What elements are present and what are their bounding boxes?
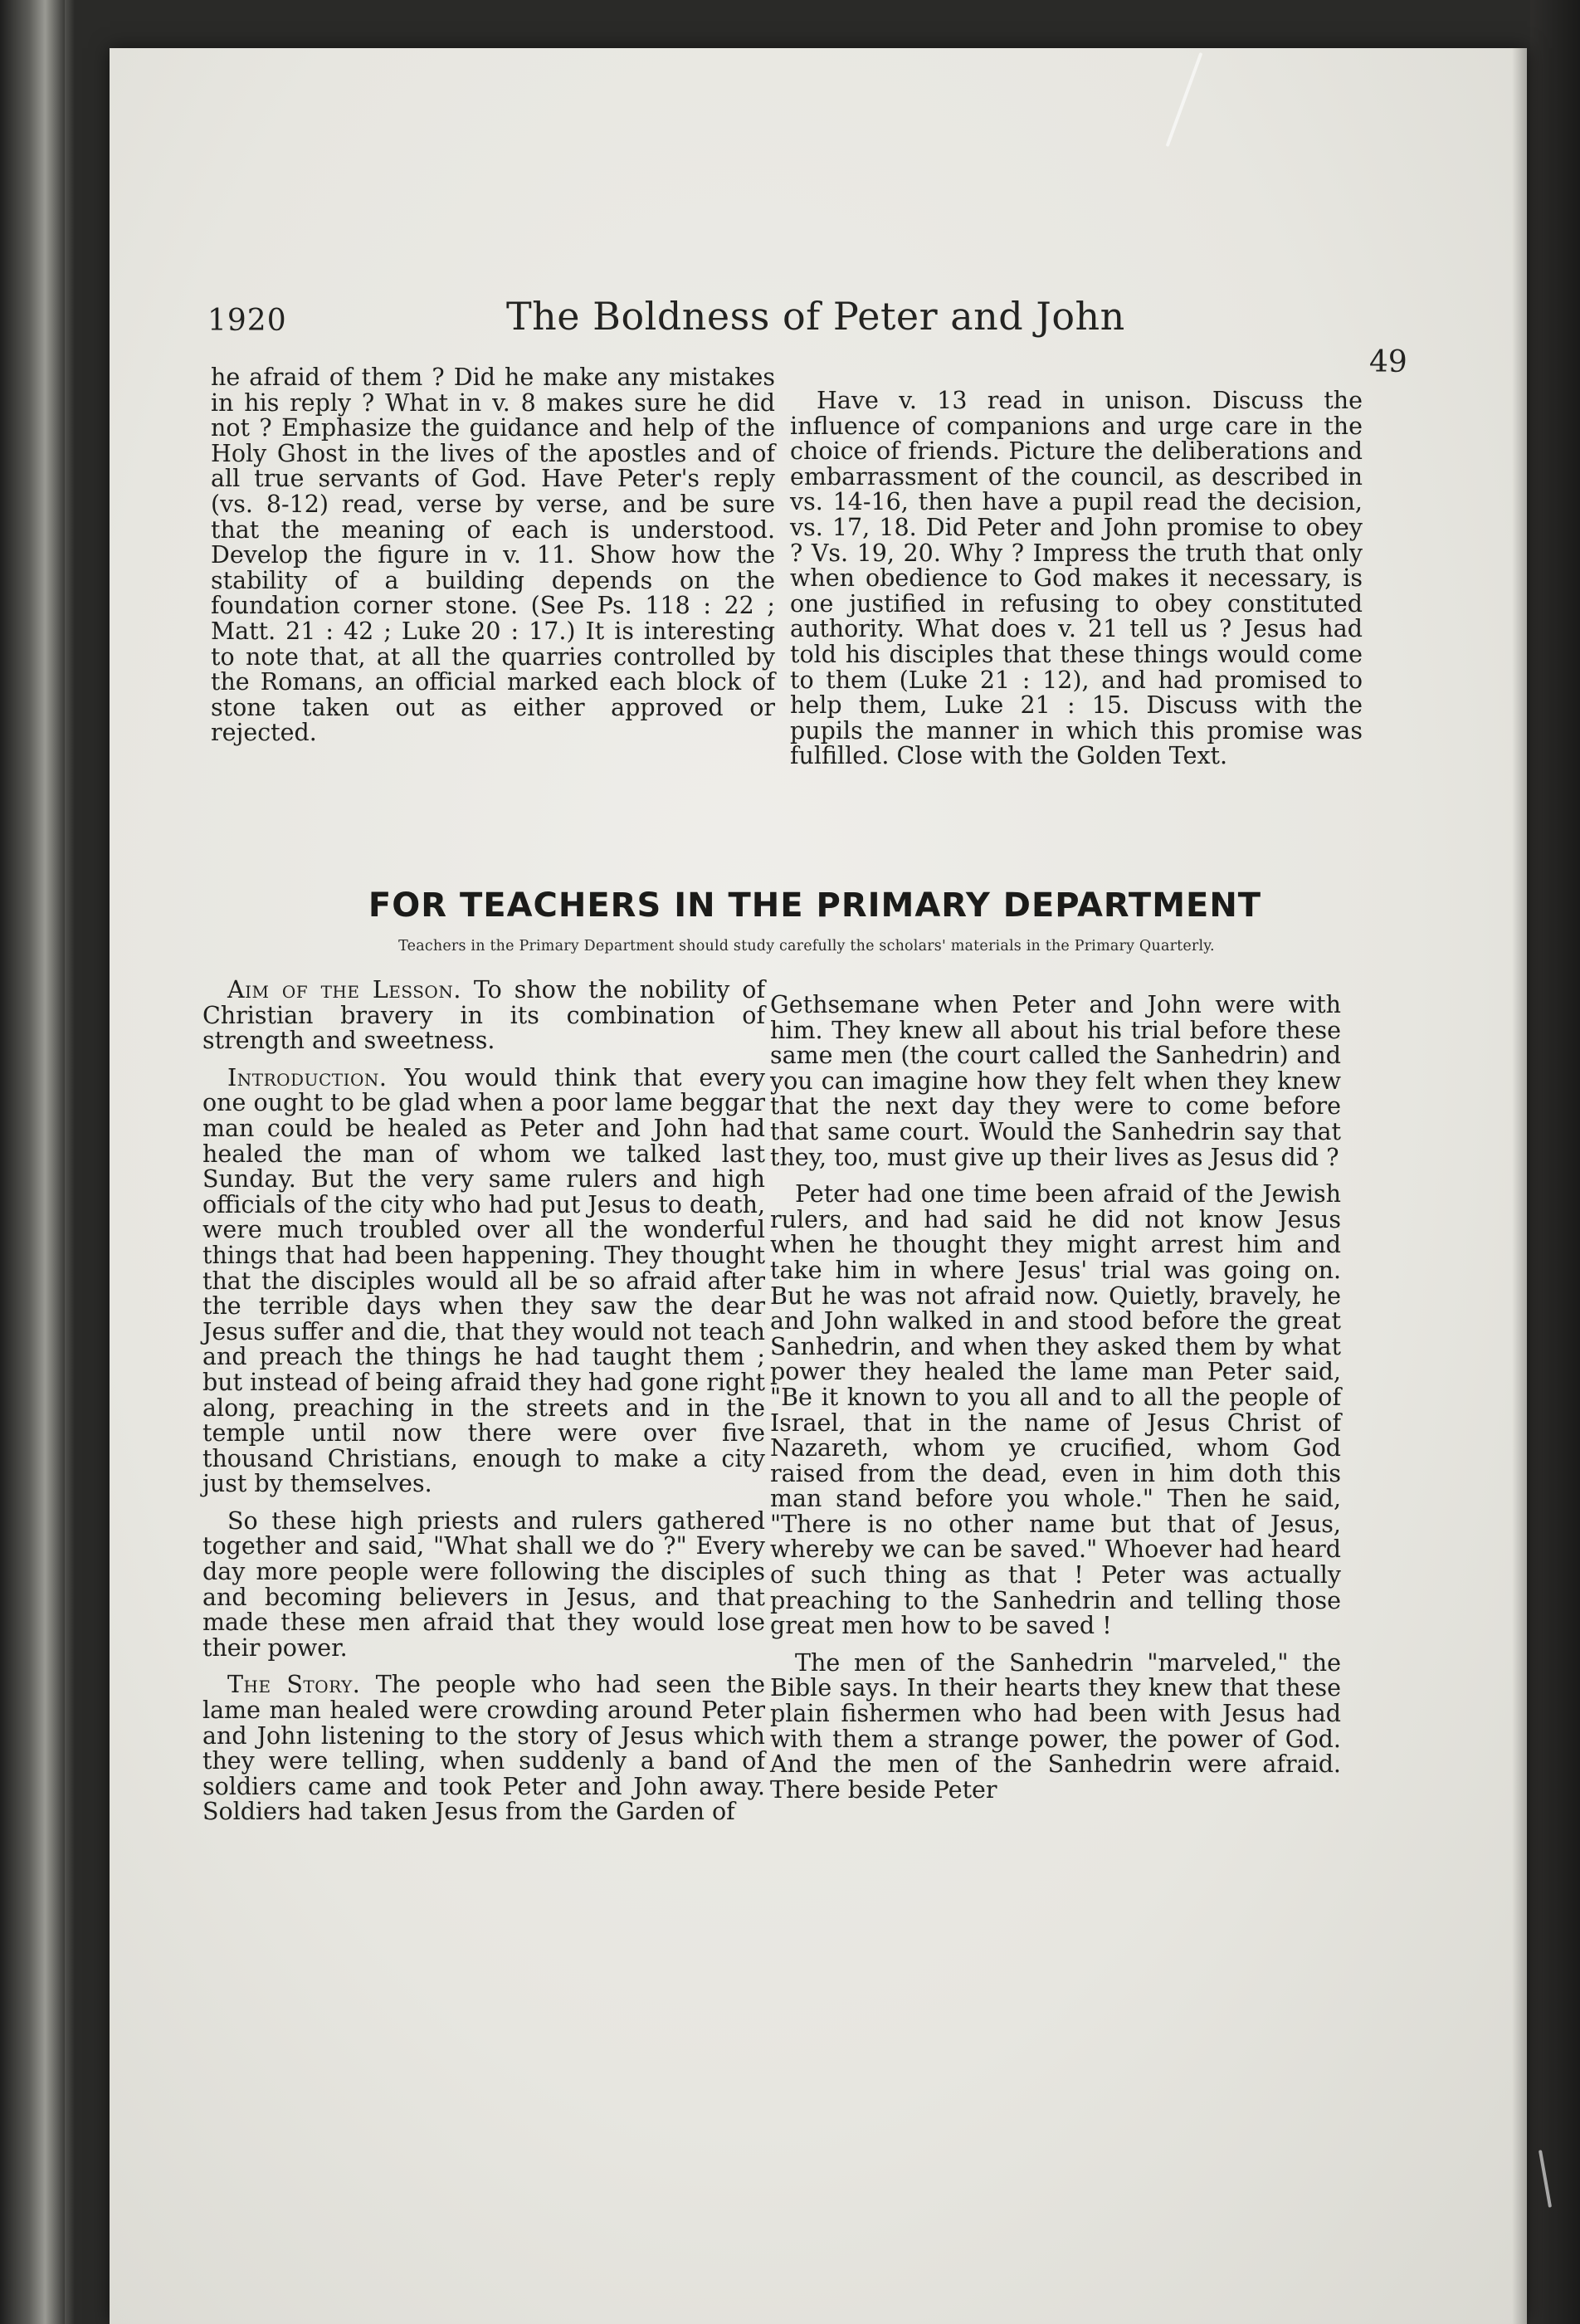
paragraph-lead: Introduction. — [227, 1063, 388, 1091]
page-number: 49 — [1369, 345, 1407, 379]
intermediate-right-column — [790, 388, 1363, 781]
paragraph: he afraid of them ? Did he make any mistakes in his reply ? What in v. 8 makes sure he did not ? Emphasize the guidance and help of the Holy Ghost in the lives of the apostles and of all true servants of God. Have Peter's reply (vs. 8-12) read, verse by verse, and be sure that the meaning of each is understood. Develop the figure in v. 11. Show how the stability of a building depends on the foundation corner stone. (See Ps. 118 : 22 ; Matt. 21 : 42 ; Luke 20 : 17.) It is interesting to note that, at all the quarries controlled by the Romans, an official marked each block of stone taken out as either approved or rejected. — [211, 364, 775, 747]
paragraph-text: So these high priests and rulers gathered together and said, "What shall we do ?" Every day more people were following the disciples and becoming believers in Jesus, and that made these men afraid that they would lose their power. — [202, 1506, 765, 1662]
page-header — [207, 272, 1411, 379]
primary-left-column — [202, 978, 765, 1837]
paragraph-aim — [202, 978, 765, 1054]
section-heading: FOR TEACHERS IN THE PRIMARY DEPARTMENT — [368, 886, 1262, 925]
primary-right-column — [770, 993, 1341, 1814]
paragraph-text: You would think that every one ought to be glad when a poor lame beggar man could be healed as Peter and John had healed the man of whom we talked last Sunday. But the very same rulers and high officials of the city who had put Jesus to death, were much troubled over all the wonderful things that had been happening. They thought that the disciples would all be so afraid after the terrible days when they saw the dear Jesus suffer and die, that they would not teach and preach the things he had taught them ; but instead of being afraid they had gone right along, preaching in the streets and in the temple until now there were over five thousand Christians, enough to make a city just by themselves. — [202, 1063, 766, 1498]
paragraph-story — [202, 1672, 765, 1825]
book-page — [110, 48, 1527, 2324]
running-title: The Boldness of Peter and John — [506, 294, 1125, 339]
paragraph-text: To show the nobility of Christian bravery in its combination of strength and sweetness. — [202, 976, 766, 1055]
paragraph-lead: Aim of the Lesson. — [227, 976, 461, 1003]
book-binding-edge — [1530, 0, 1580, 2324]
section-note: Teachers in the Primary Department should study carefully the scholars' materials in the Primary Quarterly. — [398, 938, 1215, 954]
paragraph-lead: The Story. — [227, 1671, 361, 1699]
paragraph: Have v. 13 read in unison. Discuss the influence of companions and urge care in the choice of friends. Picture the deliberations and embarrassment of the council, as described in vs. 14-16, then have a pupil read the decision, vs. 17, 18. Did Peter and John promise to obey ? Vs. 19, 20. Why ? Impress the truth that only when obedience to God makes it necessary, is one justified in refusing to obey constituted authority. What does v. 21 tell us ? Jesus had told his disciples that these things would come to them (Luke 21 : 12), and had promised to help them, Luke 21 : 15. Discuss with the pupils the manner in which this promise was fulfilled. Close with the Golden Text. — [790, 387, 1363, 770]
intermediate-left-column — [211, 365, 775, 758]
paragraph: The men of the Sanhedrin "marveled," the Bible says. In their hearts they knew that these plain fishermen who had been with Jesus had with them a strange power, the power of God. And the men of the Sanhedrin were afraid. There beside Peter — [770, 1648, 1341, 1804]
paragraph: Peter had one time been afraid of the Jewish rulers, and had said he did not know Jesus when he thought they might arrest him and take him in where Jesus' trial was going on. But he was not afraid now. Quietly, bravely, he and John walked in and stood before the great Sanhedrin, and when they asked them by what power they healed the lame man Peter said, "Be it known to you all and to all the people of Israel, that in the name of Jesus Christ of Nazareth, whom ye crucified, whom God raised from the dead, even in him doth this man stand before you whole." Then he said, "There is no other name but that of Jesus, whereby we can be saved." Whoever had heard of such thing as that ! Peter was actually preaching to the Sanhedrin and telling those great men how to be saved ! — [770, 1180, 1341, 1640]
paragraph-introduction — [202, 1063, 766, 1498]
previous-page-edge — [0, 0, 65, 2324]
paragraph — [202, 1506, 765, 1662]
paragraph: Gethsemane when Peter and John were with him. They knew all about his trial before these same men (the court called the Sanhedrin) and you can imagine how they felt when they knew that the next day they were to come before that same court. Would the Sanhedrin say that they, too, must give up their lives as Jesus did ? — [770, 991, 1341, 1171]
header-year: 1920 — [207, 304, 287, 338]
paragraph-text: The people who had seen the lame man healed were crowding around Peter and John listening to the story of Jesus which they were telling, when suddenly a band of soldiers came and took Peter and John away. Soldiers had taken Jesus from the Garden of — [202, 1671, 766, 1826]
